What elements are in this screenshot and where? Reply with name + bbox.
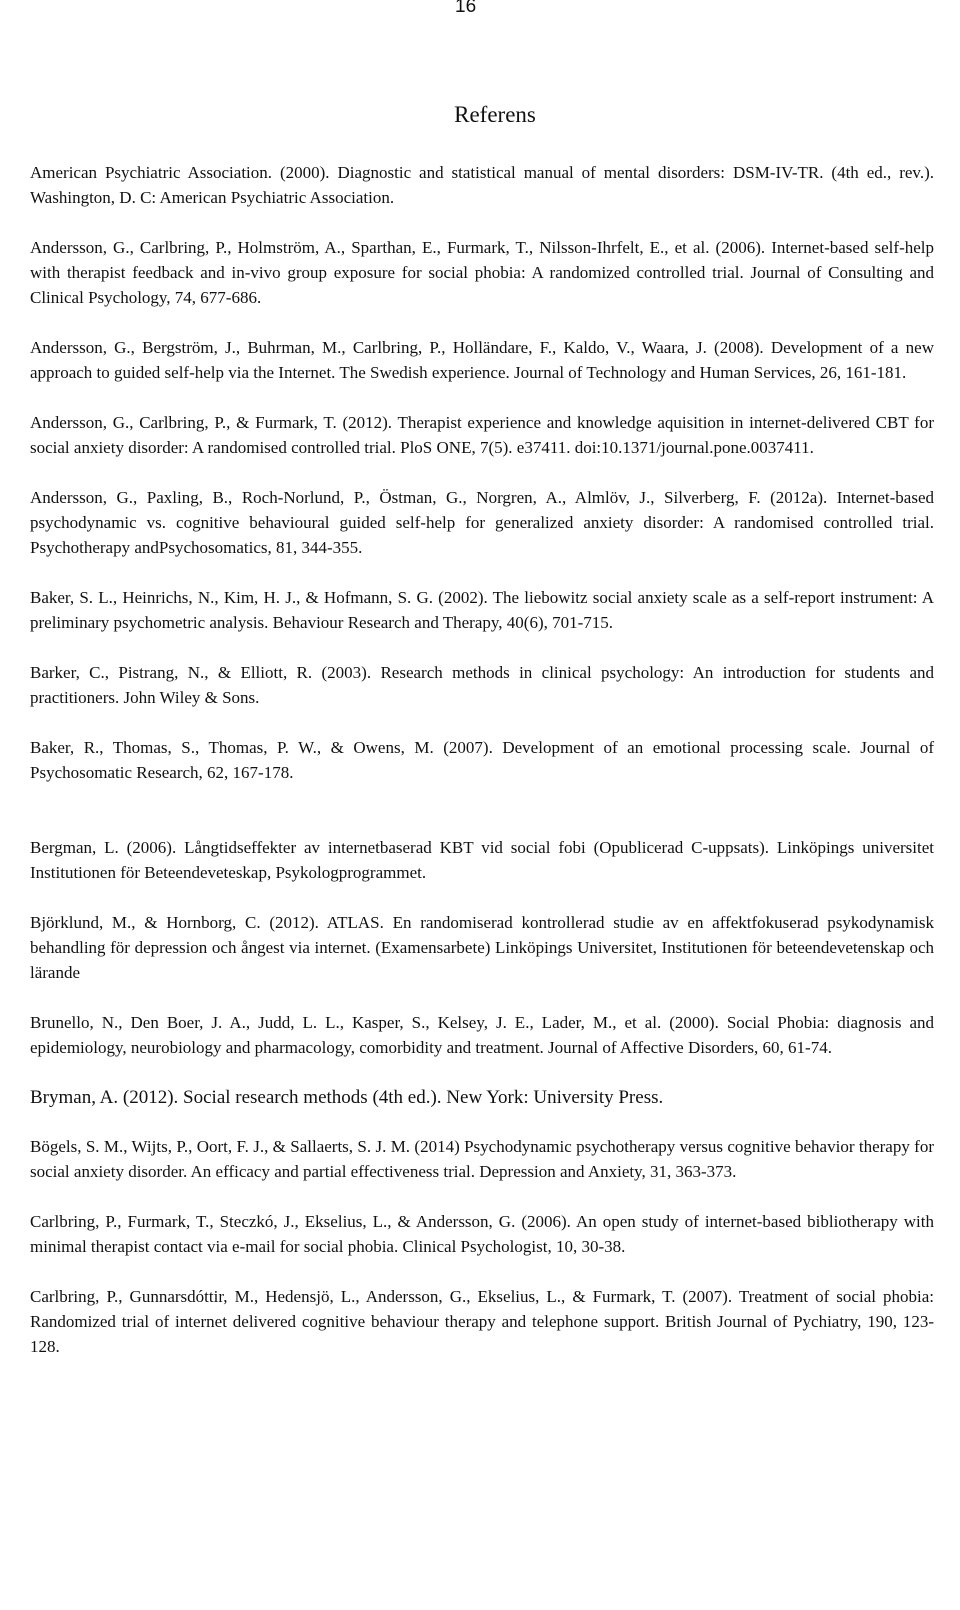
reference-entry: Baker, R., Thomas, S., Thomas, P. W., & Owens, M. (2007). Development of an emotional processing scale. Journal of Psychosomatic Research, 62, 167-178. (30, 738, 934, 782)
reference-entry: Andersson, G., Paxling, B., Roch-Norlund, P., Östman, G., Norgren, A., Almlöv, J., Silverberg, F. (2012a). Internet-based psychodynamic vs. cognitive behavioural guided self-help for generalized anxiety disorder: A randomised controlled trial. Psychotherapy andPsychosomatics, 81, 344-355. (30, 488, 934, 557)
reference-entry: Bergman, L. (2006). Långtidseffekter av internetbaserad KBT vid social fobi (Opublicerad C-uppsats). Linköpings universitet Institutionen för Beteendeveteskap, Psykologprogrammet. (30, 838, 934, 882)
reference-entry: Bögels, S. M., Wijts, P., Oort, F. J., & Sallaerts, S. J. M. (2014) Psychodynamic psychotherapy versus cognitive behavior therapy for social anxiety disorder. An efficacy and partial effectiveness trial. Depression and Anxiety, 31, 363-373. (30, 1137, 934, 1181)
reference-entry: Andersson, G., Carlbring, P., Holmström, A., Sparthan, E., Furmark, T., Nilsson-Ihrfelt, E., et al. (2006). Internet-based self-help with therapist feedback and in-vivo group exposure for social phobia: A randomized controlled trial. Journal of Consulting and Clinical Psychology, 74, 677-686. (30, 238, 934, 307)
reference-entry: Carlbring, P., Furmark, T., Steczkó, J., Ekselius, L., & Andersson, G. (2006). An open study of internet-based bibliotherapy with minimal therapist contact via e-mail for social phobia. Clinical Psychologist, 10, 30-38. (30, 1212, 934, 1256)
reference-entry: Andersson, G., Bergström, J., Buhrman, M., Carlbring, P., Holländare, F., Kaldo, V., Waara, J. (2008). Development of a new approach to guided self-help via the Internet. The Swedish experience. Journal of Technology and Human Services, 26, 161-181. (30, 338, 934, 382)
reference-entry: American Psychiatric Association. (2000). Diagnostic and statistical manual of mental disorders: DSM-IV-TR. (4th ed., rev.). Washington, D. C: American Psychiatric Association. (30, 163, 934, 207)
reference-entry: Brunello, N., Den Boer, J. A., Judd, L. L., Kasper, S., Kelsey, J. E., Lader, M., et al. (2000). Social Phobia: diagnosis and epidemiology, neurobiology and pharmacology, comorbidity and treatment. Journal of Affective Disorders, 60, 61-74. (30, 1013, 934, 1057)
reference-entry: Barker, C., Pistrang, N., & Elliott, R. (2003). Research methods in clinical psychology: An introduction for students and practitioners. John Wiley & Sons. (30, 663, 934, 707)
reference-entry: Andersson, G., Carlbring, P., & Furmark, T. (2012). Therapist experience and knowledge aquisition in internet-delivered CBT for social anxiety disorder: A randomised controlled trial. PloS ONE, 7(5). e37411. doi:10.1371/journal.pone.0037411. (30, 413, 934, 457)
reference-entry: Bryman, A. (2012). Social research methods (4th ed.). New York: University Press. (30, 1087, 664, 1108)
page-number: 16 (455, 0, 477, 17)
reference-entry: Björklund, M., & Hornborg, C. (2012). ATLAS. En randomiserad kontrollerad studie av en affektfokuserad psykodynamisk behandling för depression och ångest via internet. (Examensarbete) Linköpings Universitet, Institutionen för beteendevetenskap och lärande (30, 913, 934, 982)
reference-list (30, 160, 934, 1384)
reference-entry: Carlbring, P., Gunnarsdóttir, M., Hedensjö, L., Andersson, G., Ekselius, L., & Furmark, T. (2007). Treatment of social phobia: Randomized trial of internet delivered cognitive behaviour therapy and telephone support. British Journal of Pychiatry, 190, 123- 128. (30, 1287, 934, 1356)
references-heading: Referens (454, 102, 536, 127)
reference-entry: Baker, S. L., Heinrichs, N., Kim, H. J., & Hofmann, S. G. (2002). The liebowitz social anxiety scale as a self-report instrument: A preliminary psychometric analysis. Behaviour Research and Therapy, 40(6), 701-715. (30, 588, 934, 632)
